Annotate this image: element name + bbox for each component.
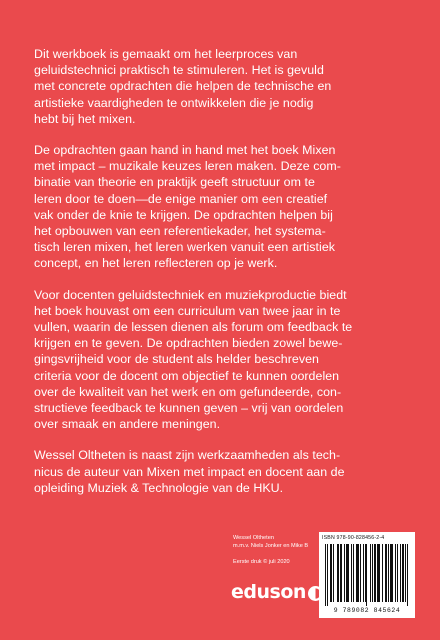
barcode-bar (400, 544, 401, 602)
credits-author: Wessel Oltheten (233, 535, 274, 541)
barcode-bar (347, 544, 348, 602)
text-line: binatie van theorie en praktijk geeft structuur om te (34, 175, 315, 190)
text-line: met impact – muzikale keuzes leren maken. Deze com- (34, 159, 341, 174)
barcode-bar (378, 544, 379, 602)
text-line: gingsvrijheid voor de student als helder beschreven (34, 352, 319, 367)
barcode-bar (374, 544, 375, 602)
isbn-label: ISBN 978-90-828456-2-4 (322, 535, 385, 541)
barcode-digits: 9 789082 845624 (333, 607, 401, 614)
text-line: Voor docenten geluidstechniek en muziekproductie biedt (34, 287, 347, 302)
text-line: tisch leren mixen, het leren werken vanuit een artistiek (34, 240, 336, 255)
barcode-bar (353, 544, 354, 602)
barcode-bar (365, 544, 366, 602)
barcode-bar (333, 544, 334, 602)
barcode-bar (386, 544, 387, 602)
barcode-bar (407, 544, 408, 606)
barcode-icon (325, 544, 409, 606)
barcode-bar (403, 544, 404, 602)
barcode-bar (391, 544, 392, 602)
barcode-bar (346, 544, 347, 602)
barcode-bar (357, 544, 358, 602)
barcode-bar (405, 544, 406, 602)
barcode-bar (360, 544, 361, 602)
barcode-bar (327, 544, 328, 606)
paragraph-intro (34, 46, 410, 127)
paragraph-assignments (34, 142, 410, 272)
barcode-bar (379, 544, 380, 602)
barcode-bar (397, 544, 398, 602)
blurb (34, 46, 410, 511)
barcode-bar (366, 544, 367, 606)
barcode-bar (370, 544, 371, 602)
text-line: geluidstechnici praktisch te stimuleren. Het is gevuld (34, 63, 324, 78)
credits (233, 534, 308, 566)
barcode-bar (356, 544, 357, 602)
text-line: het opbouwen van een referentiekader, het systema- (34, 224, 326, 239)
text-line: het boek houvast om een curriculum van twee jaar in te (34, 303, 341, 318)
barcode-bar (358, 544, 359, 602)
text-line: De opdrachten gaan hand in hand met het boek Mixen (34, 143, 336, 158)
text-line: over smaak en andere meningen. (34, 417, 221, 432)
publisher-logo (231, 579, 323, 605)
text-line: nicus de auteur van Mixen met impact en docent aan de (34, 464, 345, 479)
text-line: krijgen en te geven. De opdrachten bieden zowel bewe- (34, 336, 343, 351)
text-line: hebt bij het mixen. (34, 111, 136, 126)
barcode-bar (341, 544, 342, 602)
credits-edition: Eerste druk © juli 2020 (233, 559, 290, 565)
paragraph-teachers (34, 287, 410, 433)
barcode-bar (337, 544, 338, 602)
barcode-bar (348, 544, 349, 602)
text-line: met concrete opdrachten die helpen de technische en (34, 79, 332, 94)
text-line: vullen, waarin de lessen dienen als forum om feedback te (34, 320, 353, 335)
barcode-bar (388, 544, 389, 602)
barcode-bar (338, 544, 339, 602)
text-line: opleiding Muziek & Technologie van de HKU. (34, 480, 284, 495)
barcode-bar (363, 544, 364, 602)
barcode-bar (351, 544, 352, 602)
barcode-panel (319, 532, 415, 618)
text-line: Wessel Oltheten is naast zijn werkzaamheden als tech- (34, 448, 341, 463)
barcode-bar (395, 544, 396, 602)
text-line: structieve feedback te kunnen geven – vrij van oordelen (34, 401, 344, 416)
credits-contributors: m.m.v. Niels Jonker en Mike B (233, 543, 309, 549)
text-line: Dit werkboek is gemaakt om het leerproces van (34, 47, 298, 61)
text-line: artistieke vaardigheden te ontwikkelen die je nodig (34, 95, 314, 110)
barcode-bar (377, 544, 378, 602)
barcode-bar (402, 544, 403, 602)
barcode-bar (325, 544, 326, 606)
barcode-bar (392, 544, 393, 602)
barcode-bar (344, 544, 345, 602)
paragraph-author-bio (34, 447, 410, 496)
barcode-bar (331, 544, 332, 602)
text-line: leren door te doen—de enige manier om een creatief (34, 191, 328, 206)
barcode-bar (382, 544, 383, 602)
barcode-bar (330, 544, 331, 602)
text-line: vak onder de knie te krijgen. De opdrachten helpen bij (34, 207, 333, 222)
text-line: over de kwaliteit van het werk en om gefundeerde, con- (34, 384, 342, 399)
publisher-name: eduson (231, 581, 306, 603)
barcode-bar (340, 544, 341, 602)
text-line: concept, en het leren reflecteren op je werk. (34, 256, 278, 271)
text-line: criteria voor de docent om objectief te kunnen oordelen (34, 368, 340, 383)
barcode-bar (372, 544, 373, 602)
barcode-bar (385, 544, 386, 602)
barcode-bar (390, 544, 391, 602)
barcode-bar (375, 544, 376, 602)
